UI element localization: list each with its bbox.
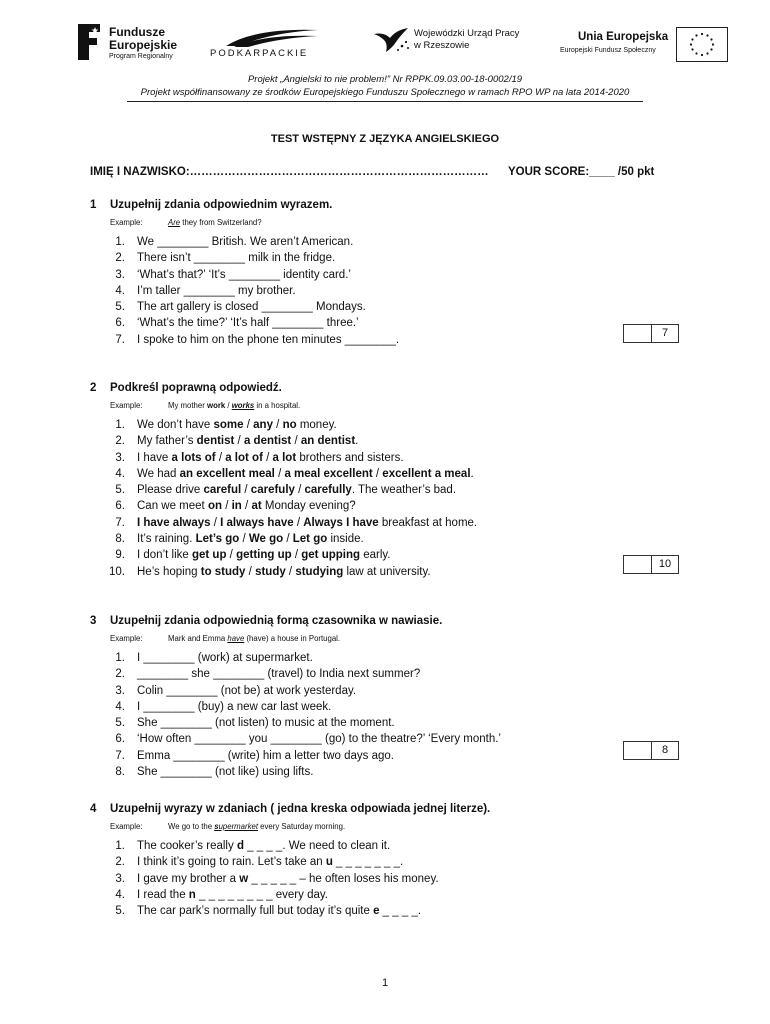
text-run: I think it’s going to rain. Let’s take an: [137, 856, 326, 869]
example-line: [110, 218, 700, 232]
question-item: [90, 433, 700, 449]
question-number: 5.: [115, 484, 125, 497]
question-number: 1.: [115, 840, 125, 852]
section-heading: [90, 199, 700, 215]
text-run: It’s raining.: [137, 533, 196, 546]
text-run: works: [231, 401, 255, 410]
podkarpackie-waves-icon: [224, 26, 320, 48]
text-run: /: [245, 565, 256, 578]
text-run: He’s hoping: [137, 565, 201, 578]
section-2-points: 10: [658, 558, 672, 570]
logo3-line2: w Rzeszowie: [414, 40, 470, 51]
section-2: [90, 382, 700, 580]
example-label: Example:: [110, 401, 143, 410]
example-line: [110, 401, 700, 415]
text-run: /: [234, 435, 244, 448]
text-run: The cooker’s really: [137, 840, 237, 852]
section-1: [90, 199, 700, 348]
section-1-points: 7: [661, 327, 669, 339]
question-number: 3.: [115, 872, 125, 885]
text-run: Can we meet: [137, 500, 208, 513]
text-run: /: [241, 484, 251, 497]
example-label: Example:: [110, 218, 143, 227]
header-logos: [0, 0, 770, 70]
question-item: [90, 715, 700, 731]
text-run: She ________ (not like) using lifts.: [137, 766, 314, 779]
text-run: Are: [168, 218, 181, 227]
text-run: We go to the: [168, 822, 215, 831]
text-run: /: [291, 549, 302, 562]
question-item: [90, 267, 700, 283]
text-run: a lot of: [225, 451, 263, 464]
question-item: [90, 838, 700, 854]
question-number: 6.: [115, 500, 125, 513]
text-run: ‘How often ________ you ________ (go) to the theatre?’ ‘Every month.’: [137, 733, 501, 746]
text-run: _ _ _ _.: [379, 905, 422, 918]
text-run: .: [470, 467, 474, 480]
section-number: 2: [90, 382, 97, 394]
text-run: get upping: [301, 549, 361, 562]
text-run: I always have: [220, 516, 294, 529]
question-number: 4.: [115, 700, 125, 713]
text-run: work: [207, 401, 226, 410]
text-run: Let’s go: [195, 533, 240, 546]
text-run: Mark and Emma: [168, 634, 228, 643]
question-list: [90, 234, 700, 348]
question-number: 3.: [115, 684, 125, 697]
text-run: e: [373, 905, 380, 918]
section-heading: [90, 615, 700, 631]
question-item: [90, 854, 700, 870]
text-run: I ________ (buy) a new car last week.: [137, 700, 332, 713]
example-label: Example:: [110, 634, 143, 643]
text-run: a dentist: [243, 435, 292, 448]
logo1-line1: Fundusze: [109, 25, 165, 39]
project-line-2: Projekt współfinansowany ze środków Europejskiego Funduszu Społecznego w ramach RPO WP na lata 2014-2020: [127, 86, 644, 102]
question-item: [90, 748, 700, 764]
text-run: n: [188, 888, 196, 901]
text-run: _ _ _ _ _ _ _ _ every day.: [195, 888, 328, 901]
question-number: 2.: [115, 435, 125, 448]
text-run: . The weather’s bad.: [351, 484, 457, 497]
text-run: to study: [200, 565, 246, 578]
logo4-line2: Europejski Fundusz Społeczny: [560, 47, 656, 54]
question-item: [90, 466, 700, 482]
section-number: 1: [90, 199, 97, 211]
logo1-line3: Program Regionalny: [109, 53, 173, 60]
question-number: 4.: [115, 467, 125, 480]
section-heading: [90, 803, 700, 819]
logo4-line1: Unia Europejska: [578, 31, 669, 43]
question-number: 3.: [115, 451, 125, 464]
text-run: _ _ _ _ _ _ _.: [332, 856, 404, 869]
text-run: every Saturday morning.: [258, 822, 346, 831]
text-run: an excellent meal: [179, 467, 275, 480]
text-run: d: [236, 840, 244, 852]
text-run: I ________ (work) at supermarket.: [137, 652, 313, 664]
question-item: [90, 250, 700, 266]
text-run: law at university.: [343, 565, 431, 578]
question-number: 7.: [115, 749, 125, 762]
question-number: 1.: [115, 652, 125, 664]
section-number: 4: [90, 803, 97, 815]
text-run: We go: [248, 533, 284, 546]
text-run: We ________ British. We aren’t American.: [137, 236, 354, 248]
text-run: /: [274, 467, 285, 480]
section-3-score-box: [623, 741, 679, 760]
text-run: brothers and sisters.: [296, 451, 404, 464]
example-text: [168, 218, 262, 227]
question-number: 2.: [115, 856, 125, 869]
text-run: I don’t like: [137, 549, 192, 562]
text-run: _ _ _ _. We need to clean it.: [243, 840, 391, 852]
text-run: they from Switzerland?: [180, 218, 262, 227]
text-run: I have: [137, 451, 172, 464]
text-run: My mother: [168, 401, 207, 410]
project-line-1: Projekt „Angielski to nie problem!” Nr RPPK.09.03.00-18-0002/19: [247, 74, 523, 85]
section-heading: [90, 382, 700, 398]
question-item: [90, 731, 700, 747]
question-item: [90, 450, 700, 466]
text-run: I’m taller ________ my brother.: [137, 284, 296, 297]
text-run: getting up: [236, 549, 292, 562]
example-line: [110, 634, 700, 648]
question-item: [90, 498, 700, 514]
question-number: 5.: [115, 717, 125, 730]
text-run: Always I have: [303, 516, 379, 529]
example-text: [168, 401, 300, 410]
text-run: /: [262, 451, 273, 464]
text-run: no: [282, 419, 297, 431]
example-text: [168, 822, 345, 831]
text-run: s: [214, 822, 219, 831]
text-run: money.: [296, 419, 337, 431]
text-run: .: [355, 435, 359, 448]
section-number: 3: [90, 615, 97, 627]
question-number: 4.: [115, 888, 125, 901]
text-run: ‘What’s the time?’ ‘It’s half ________ three.’: [137, 317, 359, 330]
text-run: early.: [360, 549, 391, 562]
text-run: breakfast at home.: [378, 516, 478, 529]
text-run: a meal excellent: [284, 467, 373, 480]
logo3-line1: Wojewódzki Urząd Pracy: [414, 28, 520, 39]
section-title: Uzupełnij wyrazy w zdaniach ( jedna kreska odpowiada jednej literze).: [110, 803, 491, 815]
text-run: The art gallery is closed ________ Mondays.: [137, 301, 366, 314]
fundusze-europejskie-icon: [76, 24, 102, 60]
page-number: 1: [381, 977, 389, 989]
question-list: [90, 838, 700, 919]
section-1-score-box: [623, 324, 679, 343]
question-item: [90, 650, 700, 666]
question-number: 2.: [115, 252, 125, 265]
section-2-score-box: [623, 555, 679, 574]
text-run: a lot: [272, 451, 297, 464]
text-run: I gave my brother a: [137, 872, 240, 885]
question-number: 9.: [115, 549, 125, 562]
text-run: I have always: [137, 516, 211, 529]
text-run: /: [294, 484, 305, 497]
text-run: on: [207, 500, 223, 513]
example-label: Example:: [110, 822, 143, 831]
question-item: [90, 515, 700, 531]
text-run: Monday evening?: [261, 500, 356, 513]
text-run: an dentist: [300, 435, 356, 448]
logo1-line2: Europejskie: [109, 38, 178, 52]
text-run: have: [227, 634, 245, 643]
text-run: /: [215, 451, 226, 464]
question-item: [90, 283, 700, 299]
text-run: some: [213, 419, 244, 431]
question-item: [90, 666, 700, 682]
section-4: [90, 803, 700, 919]
text-run: excellent a meal: [382, 467, 471, 480]
text-run: in: [231, 500, 242, 513]
text-run: dentist: [196, 435, 235, 448]
question-number: 6.: [115, 733, 125, 746]
question-number: 2.: [115, 668, 125, 681]
question-item: [90, 299, 700, 315]
text-run: /: [222, 500, 232, 513]
text-run: /: [272, 419, 283, 431]
example-line: [110, 822, 700, 836]
text-run: in a hospital.: [254, 401, 301, 410]
text-run: We had: [137, 467, 180, 480]
question-item: [90, 564, 700, 580]
name-field-label: IMIĘ I NAZWISKO:……………………………………………………………………: [90, 166, 489, 178]
text-run: /: [283, 533, 293, 546]
text-run: /: [293, 516, 304, 529]
text-run: /: [372, 467, 383, 480]
text-run: careful: [203, 484, 242, 497]
name-score-row: [90, 166, 690, 178]
question-item: [90, 903, 700, 919]
question-number: 8.: [115, 766, 125, 779]
question-number: 10.: [109, 565, 125, 578]
question-number: 1.: [115, 236, 125, 248]
question-number: 7.: [115, 333, 125, 346]
text-run: The car park’s normally full but today it’s quite: [137, 905, 374, 918]
question-number: 5.: [115, 301, 125, 314]
test-title: TEST WSTĘPNY Z JĘZYKA ANGIELSKIEGO: [270, 133, 500, 145]
text-run: /: [243, 419, 254, 431]
text-run: There isn’t ________ milk in the fridge.: [137, 252, 336, 265]
text-run: at: [251, 500, 262, 513]
text-run: u: [325, 856, 333, 869]
question-item: [90, 871, 700, 887]
section-title: Uzupełnij zdania odpowiednią formą czasownika w nawiasie.: [110, 615, 443, 627]
example-text: [168, 634, 340, 643]
text-run: /: [239, 533, 249, 546]
text-run: Let go: [292, 533, 328, 546]
question-item: [90, 482, 700, 498]
question-number: 4.: [115, 284, 125, 297]
question-number: 1.: [115, 419, 125, 431]
text-run: ________ she ________ (travel) to India next summer?: [137, 668, 421, 681]
question-item: [90, 417, 700, 433]
text-run: /: [285, 565, 296, 578]
question-number: 8.: [115, 533, 125, 546]
text-run: /: [210, 516, 221, 529]
text-run: /: [226, 549, 237, 562]
question-list: [90, 650, 700, 780]
section-3: [90, 615, 700, 780]
question-item: [90, 683, 700, 699]
text-run: I spoke to him on the phone ten minutes ________.: [137, 333, 400, 346]
question-item: [90, 764, 700, 780]
text-run: /: [291, 435, 301, 448]
eu-flag-icon: [676, 27, 728, 62]
text-run: studying: [295, 565, 344, 578]
text-run: /: [241, 500, 252, 513]
question-number: 7.: [115, 516, 125, 529]
text-run: My father’s: [137, 435, 197, 448]
text-run: We don’t have: [137, 419, 214, 431]
section-title: Podkreśl poprawną odpowiedź.: [110, 382, 282, 394]
bird-icon: [372, 26, 412, 54]
question-list: [90, 417, 700, 580]
text-run: inside.: [327, 533, 364, 546]
question-item: [90, 887, 700, 903]
question-item: [90, 332, 700, 348]
text-run: Emma ________ (write) him a letter two days ago.: [137, 749, 394, 762]
podkarpackie-logo: [210, 26, 330, 62]
text-run: upermarket: [218, 822, 259, 831]
text-run: w: [239, 872, 249, 885]
text-run: Colin ________ (not be) at work yesterday.: [137, 684, 357, 697]
text-run: get up: [191, 549, 227, 562]
text-run: any: [253, 419, 273, 431]
question-item: [90, 234, 700, 250]
text-run: She ________ (not listen) to music at the moment.: [137, 717, 395, 730]
text-run: carefuly: [250, 484, 295, 497]
question-number: 3.: [115, 268, 125, 281]
question-item: [90, 547, 700, 563]
section-3-points: 8: [661, 744, 669, 756]
text-run: a lots of: [171, 451, 216, 464]
text-run: (have) a house in Portugal.: [244, 634, 341, 643]
question-number: 6.: [115, 317, 125, 330]
question-number: 5.: [115, 905, 125, 918]
question-item: [90, 531, 700, 547]
section-title: Uzupełnij zdania odpowiednim wyrazem.: [110, 199, 333, 211]
score-field-label: YOUR SCORE:____ /50 pkt: [508, 166, 655, 178]
question-item: [90, 315, 700, 331]
logo2-text: PODKARPACKIE: [210, 48, 309, 59]
text-run: Please drive: [137, 484, 204, 497]
text-run: study: [255, 565, 286, 578]
text-run: /: [225, 401, 232, 410]
project-info: [100, 73, 670, 102]
question-item: [90, 699, 700, 715]
text-run: I read the: [137, 888, 189, 901]
text-run: carefully: [304, 484, 352, 497]
text-run: ‘What’s that?’ ‘It’s ________ identity card.’: [137, 268, 351, 281]
text-run: _ _ _ _ _ – he often loses his money.: [248, 872, 439, 885]
